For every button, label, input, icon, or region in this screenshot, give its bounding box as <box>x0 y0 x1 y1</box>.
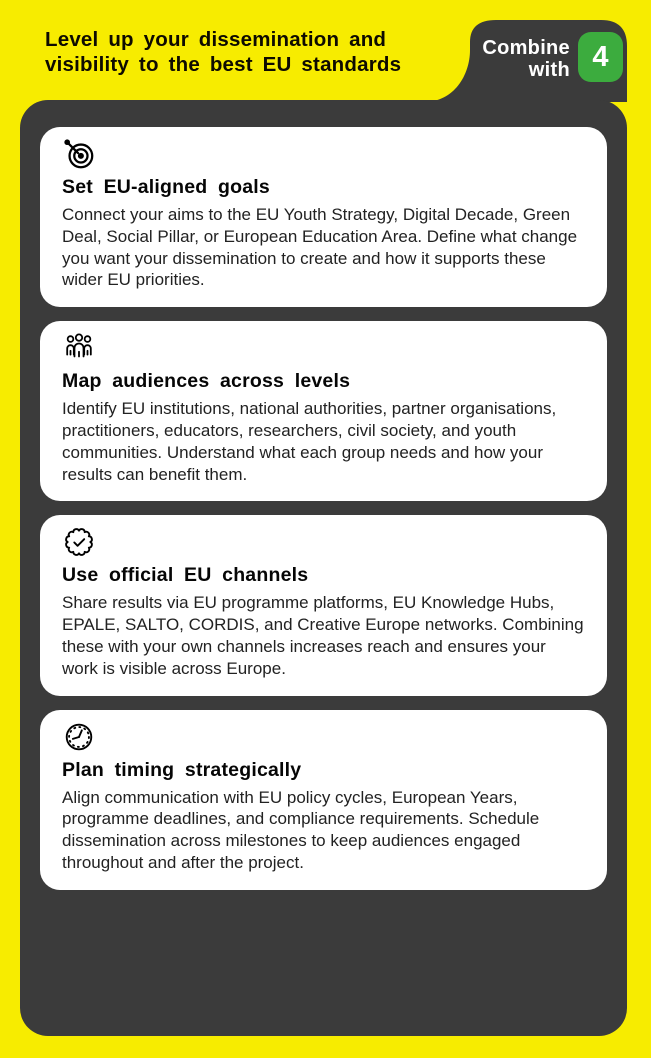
target-dart-icon <box>62 137 96 171</box>
tip-card-body: Align communication with EU policy cycles, European Years, programme deadlines, and compliance requirements. Schedule dissemination across milestones to keep audiences engaged throughout and after the project. <box>62 787 540 872</box>
tip-card-official-channels <box>40 515 607 695</box>
tip-card-body: Share results via EU programme platforms, EU Knowledge Hubs, EPALE, SALTO, CORDIS, and Creative Europe networks. Combining these with your own channels increases reach and ensures your work is visible across Europe. <box>62 593 584 678</box>
page-title-line1: Level up your dissemination and <box>45 28 387 51</box>
tip-card-body: Identify EU institutions, national authorities, partner organisations, practitioners, educators, researchers, civil society, and youth communities. Understand what each group needs and how your results can benefit them. <box>62 399 557 484</box>
tip-card-title: Use official EU channels <box>62 564 309 587</box>
combine-with-line2: with <box>528 59 570 81</box>
tip-card-set-goals <box>40 127 607 307</box>
combine-count-value: 4 <box>592 40 609 73</box>
tip-card-plan-timing <box>40 710 607 890</box>
page-title <box>45 27 401 77</box>
tips-panel <box>20 100 627 1036</box>
tip-card-map-audiences <box>40 321 607 501</box>
page-title-line2: visibility to the best EU standards <box>45 53 402 76</box>
people-group-icon <box>62 331 96 365</box>
tip-card-title: Plan timing strategically <box>62 758 302 781</box>
tip-card-body: Connect your aims to the EU Youth Strategy, Digital Decade, Green Deal, Social Pillar, or European Education Area. Define what change you want your dissemination to create and how it supports these wider EU priorities. <box>62 205 578 290</box>
verified-badge-icon <box>62 525 96 559</box>
tip-card-title: Map audiences across levels <box>62 370 351 393</box>
combine-with-label <box>430 37 570 81</box>
clock-icon <box>62 720 96 754</box>
tip-card-title: Set EU-aligned goals <box>62 176 270 198</box>
combine-count-badge <box>578 32 623 82</box>
combine-with-line1: Combine <box>482 37 570 59</box>
